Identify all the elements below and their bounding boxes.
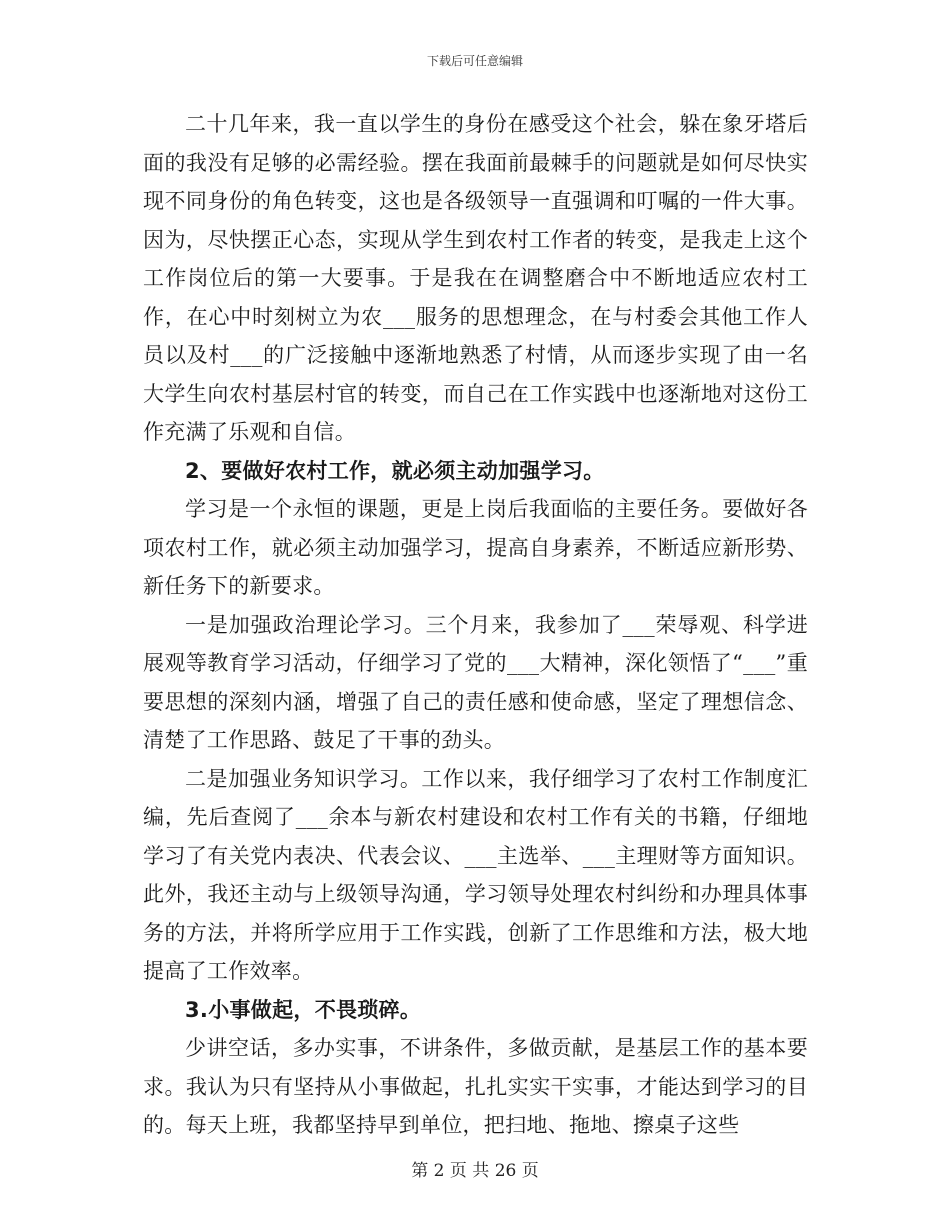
- paragraph-business-study: 二是加强业务知识学习。工作以来，我仔细学习了农村工作制度汇编，先后查阅了___余本与新农村建设和农村工作有关的书籍，仔细地学习了有关党内表决、代表会议、___主选举、___主理财等方面知识。此外，我还主动与上级领导沟通，学习领导处理农村纠纷和办理具体事务的方法，并将所学应用于工作实践，创新了工作思维和方法，极大地提高了工作效率。: [143, 766, 808, 983]
- section-heading-2: 2、要做好农村工作，就必须主动加强学习。: [185, 458, 605, 483]
- paragraph-small-things: 少讲空话，多办实事，不讲条件，多做贡献，是基层工作的基本要求。我认为只有坚持从小事做起，扎扎实实干实事，才能达到学习的目的。每天上班，我都坚持早到单位，把扫地、拖地、擦桌子这些: [143, 1036, 808, 1137]
- section-heading-3: 3.小事做起，不畏琐碎。: [185, 997, 422, 1022]
- paragraph-political-study: 一是加强政治理论学习。三个月来，我参加了___荣辱观、科学进展观等教育学习活动，仔细学习了党的___大精神，深化领悟了“___”重要思想的深刻内涵，增强了自己的责任感和使命感，坚定了理想信念、清楚了工作思路、鼓足了干事的劲头。: [143, 612, 808, 752]
- page-header: 下载后可任意编辑: [426, 54, 523, 68]
- paragraph-intro: 二十几年来，我一直以学生的身份在感受这个社会，躲在象牙塔后面的我没有足够的必需经验。摆在我面前最棘手的问题就是如何尽快实现不同身份的角色转变，这也是各级领导一直强调和叮嘱的一件大事。因为，尽快摆正心态，实现从学生到农村工作者的转变，是我走上这个工作岗位后的第一大要事。于是我在在调整磨合中不断地适应农村工作，在心中时刻树立为农___服务的思想理念，在与村委会其他工作人员以及村___的广泛接触中逐渐地熟悉了村情，从而逐步实现了由一名大学生向农村基层村官的转变，而自己在工作实践中也逐渐地对这份工作充满了乐观和自信。: [143, 112, 808, 444]
- document-body: [143, 105, 808, 1145]
- paragraph-study-overview: 学习是一个永恒的课题，更是上岗后我面临的主要任务。要做好各项农村工作，就必须主动加强学习，提高自身素养，不断适应新形势、新任务下的新要求。: [143, 497, 808, 598]
- page-number-footer: 第 2 页 共 26 页: [411, 1161, 539, 1181]
